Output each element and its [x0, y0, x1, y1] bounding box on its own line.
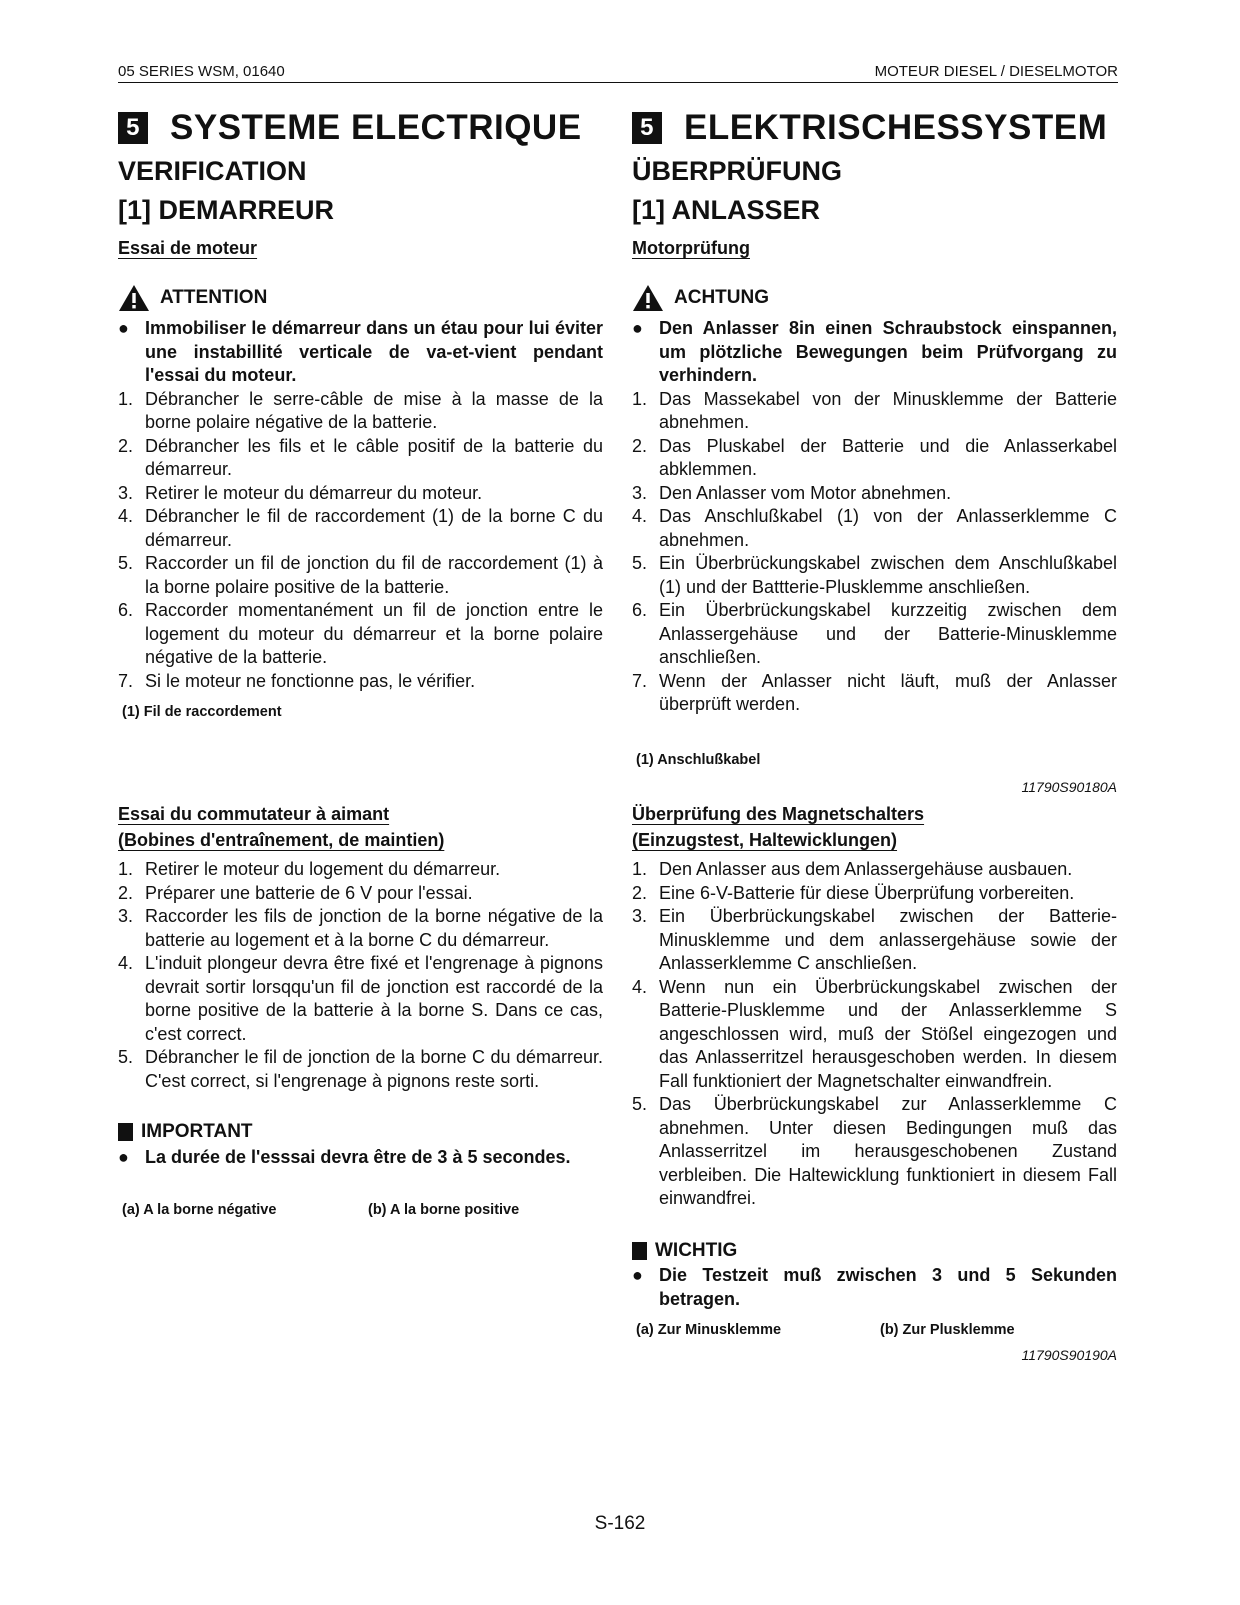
bullet-text: Den Anlasser 8in einen Schraubstock einspannen, um plötzliche Bewegungen beim Prüfvorgang zu verhindern.	[659, 318, 1117, 385]
chapter-de: [1] ANLASSER	[632, 195, 821, 225]
section-title-fr	[118, 108, 603, 148]
test2-list-de	[632, 858, 1117, 1211]
list-item	[118, 670, 603, 694]
reference-code: 11790S90190A	[1021, 1347, 1117, 1363]
list-item	[118, 1146, 603, 1170]
legend-a-de: (a) Zur Minusklemme	[636, 1322, 782, 1338]
important-square-icon	[632, 1242, 647, 1260]
bullet-text: La durée de l'esssai devra être de 3 à 5 secondes.	[145, 1147, 571, 1167]
step-number: 3.	[632, 906, 648, 926]
step-text: Das Anschlußkabel (1) von der Anlasserklemme C abnehmen.	[659, 506, 1117, 550]
step-number: 3.	[118, 482, 134, 503]
list-item	[118, 552, 603, 599]
caution-label: ATTENTION	[160, 287, 268, 308]
list-item	[118, 905, 603, 952]
warning-icon	[632, 284, 664, 312]
step-number: 7.	[632, 670, 648, 691]
chapter-fr: [1] DEMARREUR	[118, 195, 334, 225]
step-number: 4.	[632, 976, 648, 997]
list-item	[118, 1046, 603, 1093]
reference-code: 11790S90180A	[1021, 779, 1117, 795]
french-column	[118, 108, 603, 148]
step-number: 5.	[632, 553, 648, 573]
list-item	[632, 858, 1117, 882]
step-text: Ein Überbrückungskabel zwischen der Batterie-Minusklemme und dem anlassergehäuse sowie der Anlasserklemme C anschließen.	[659, 906, 1117, 973]
bullet-text: Immobiliser le démarreur dans un étau pour lui éviter une instabillité verticale de va-et-vient pendant l'essai du moteur.	[145, 318, 603, 385]
step-text: Den Anlasser vom Motor abnehmen.	[659, 482, 952, 503]
step-number: 1.	[632, 388, 648, 409]
list-item	[118, 858, 603, 882]
important-label: IMPORTANT	[141, 1121, 253, 1142]
bullet-text: Die Testzeit muß zwischen 3 und 5 Sekunden betragen.	[659, 1265, 1117, 1309]
test1-list-fr	[118, 317, 603, 693]
list-item	[118, 388, 603, 435]
section-title-text: SYSTEME ELECTRIQUE	[170, 108, 582, 147]
bullet-icon: ●	[632, 318, 643, 338]
step-number: 2.	[118, 435, 134, 456]
step-number: 4.	[632, 506, 648, 526]
step-number: 5.	[118, 1047, 134, 1067]
step-number: 4.	[118, 953, 134, 973]
step-text: Si le moteur ne fonctionne pas, le vérifier.	[145, 670, 476, 691]
step-text: Das Pluskabel der Batterie und die Anlasserkabel abklemmen.	[659, 435, 1117, 479]
caution-de	[632, 284, 769, 312]
step-text: Retirer le moteur du logement du démarreur.	[145, 859, 501, 879]
list-item	[118, 882, 603, 906]
list-item	[632, 905, 1117, 976]
list-item	[632, 482, 1117, 506]
step-text: Das Überbrückungskabel zur Anlasserklemme C abnehmen. Unter diesen Bedingungen muß das Anlasserritzel im herausgeschobenen Zustand verbleiben. Die Haltewicklung funktioniert in diesem Fall einwandfrei.	[659, 1094, 1117, 1208]
list-item	[632, 505, 1117, 552]
test2-list-fr	[118, 858, 603, 1093]
list-item	[632, 670, 1117, 717]
header-rule	[118, 82, 1118, 83]
step-text: Das Massekabel von der Minusklemme der Batterie abnehmen.	[659, 388, 1117, 432]
step-number: 5.	[118, 553, 134, 573]
step-number: 1.	[118, 859, 134, 879]
german-column	[632, 108, 1117, 148]
caution-label: ACHTUNG	[674, 287, 769, 308]
step-text: Raccorder momentanément un fil de jonction entre le logement du moteur du démarreur et la borne polaire négative de la batterie.	[145, 600, 603, 667]
list-item	[118, 505, 603, 552]
bullet-icon: ●	[118, 318, 129, 338]
step-text: Wenn der Anlasser nicht läuft, muß der Anlasser überprüft werden.	[659, 670, 1117, 714]
test1-heading-de: Motorprüfung	[632, 238, 750, 258]
subtitle-de: ÜBERPRÜFUNG	[632, 156, 843, 186]
list-item	[632, 388, 1117, 435]
step-number: 4.	[118, 506, 134, 526]
step-number: 3.	[632, 482, 648, 503]
legend-b-de: (b) Zur Plusklemme	[880, 1322, 1015, 1338]
test2-heading2-de: (Einzugstest, Haltewicklungen)	[632, 830, 898, 850]
list-item	[632, 882, 1117, 906]
step-number: 2.	[632, 882, 648, 903]
step-text: Débrancher le fil de jonction de la borne C du démarreur. C'est correct, si l'engrenage à pignons reste sorti.	[145, 1047, 603, 1091]
step-text: Raccorder un fil de jonction du fil de raccordement (1) à la borne polaire positive de la batterie.	[145, 553, 603, 597]
legend-b-fr: (b) A la borne positive	[368, 1202, 520, 1218]
test2-heading1-de: Überprüfung des Magnetschalters	[632, 804, 925, 824]
step-text: Retirer le moteur du démarreur du moteur.	[145, 482, 483, 503]
section-number-badge: 5	[118, 112, 148, 144]
caution-bullet	[632, 317, 1117, 388]
step-text: Préparer une batterie de 6 V pour l'essai.	[145, 882, 473, 903]
step-number: 3.	[118, 906, 134, 926]
step-number: 2.	[632, 435, 648, 456]
subtitle-fr: VERIFICATION	[118, 156, 307, 186]
bullet-icon: ●	[118, 1147, 129, 1167]
list-item	[632, 976, 1117, 1094]
legend-fr: (1) Fil de raccordement	[122, 704, 282, 720]
warning-icon	[118, 284, 150, 312]
important-label: WICHTIG	[655, 1240, 738, 1261]
test1-list-de	[632, 317, 1117, 717]
step-number: 6.	[632, 600, 648, 620]
step-text: Den Anlasser aus dem Anlassergehäuse ausbauen.	[659, 859, 1073, 879]
page-number: S-162	[594, 1513, 646, 1534]
section-title-de	[632, 108, 1117, 148]
list-item	[632, 435, 1117, 482]
bullet-icon: ●	[632, 1265, 643, 1285]
section-title-text: ELEKTRISCHESSYSTEM	[684, 108, 1108, 147]
important-de	[632, 1240, 737, 1262]
list-item	[118, 599, 603, 670]
step-text: Débrancher le serre-câble de mise à la masse de la borne polaire négative de la batterie.	[145, 388, 603, 432]
step-number: 1.	[118, 388, 134, 409]
important-bullet-de	[632, 1264, 1117, 1311]
important-fr	[118, 1121, 253, 1143]
step-number: 7.	[118, 670, 134, 691]
legend-a-fr: (a) A la borne négative	[122, 1202, 277, 1218]
header-left: 05 SERIES WSM, 01640	[118, 63, 285, 80]
caution-fr	[118, 284, 267, 312]
list-item	[632, 599, 1117, 670]
list-item	[632, 1093, 1117, 1211]
step-text: Ein Überbrückungskabel kurzzeitig zwischen dem Anlassergehäuse und der Batterie-Minusklemme anschließen.	[659, 600, 1117, 667]
list-item	[632, 1264, 1117, 1311]
step-number: 6.	[118, 600, 134, 620]
section-number-badge: 5	[632, 112, 662, 144]
step-number: 1.	[632, 859, 648, 879]
important-square-icon	[118, 1123, 133, 1141]
caution-bullet	[118, 317, 603, 388]
legend-de: (1) Anschlußkabel	[636, 752, 761, 768]
list-item	[118, 482, 603, 506]
test2-heading1-fr: Essai du commutateur à aimant	[118, 804, 390, 824]
test1-heading-fr: Essai de moteur	[118, 238, 258, 258]
header-right: MOTEUR DIESEL / DIESELMOTOR	[874, 63, 1118, 80]
list-item	[632, 552, 1117, 599]
step-text: Ein Überbrückungskabel zwischen dem Anschlußkabel (1) und der Battterie-Plusklemme anschließen.	[659, 553, 1117, 597]
step-text: Eine 6-V-Batterie für diese Überprüfung vorbereiten.	[659, 882, 1075, 903]
step-text: Wenn nun ein Überbrückungskabel zwischen der Batterie-Plusklemme und der Anlasserklemme S angeschlossen wird, muß der Stößel eingezogen und das Anlasserritzel herausgeschoben werden. In diesem Fall funktioniert der Magnetschalter einwandfrein.	[659, 976, 1117, 1091]
step-text: Raccorder les fils de jonction de la borne négative de la batterie au logement et à la borne C du démarreur.	[145, 906, 603, 950]
list-item	[118, 952, 603, 1046]
list-item	[118, 435, 603, 482]
step-number: 5.	[632, 1094, 648, 1114]
step-text: Débrancher le fil de raccordement (1) de la borne C du démarreur.	[145, 506, 603, 550]
step-text: Débrancher les fils et le câble positif de la batterie du démarreur.	[145, 435, 603, 479]
step-number: 2.	[118, 882, 134, 903]
step-text: L'induit plongeur devra être fixé et l'engrenage à pignons devrait sortir lorsqqu'un fil de jonction est raccordé de la borne positive de la batterie à la borne S. Dans ce cas, c'est correct.	[145, 953, 603, 1044]
test2-heading2-fr: (Bobines d'entraînement, de maintien)	[118, 830, 445, 850]
important-bullet-fr	[118, 1146, 603, 1170]
